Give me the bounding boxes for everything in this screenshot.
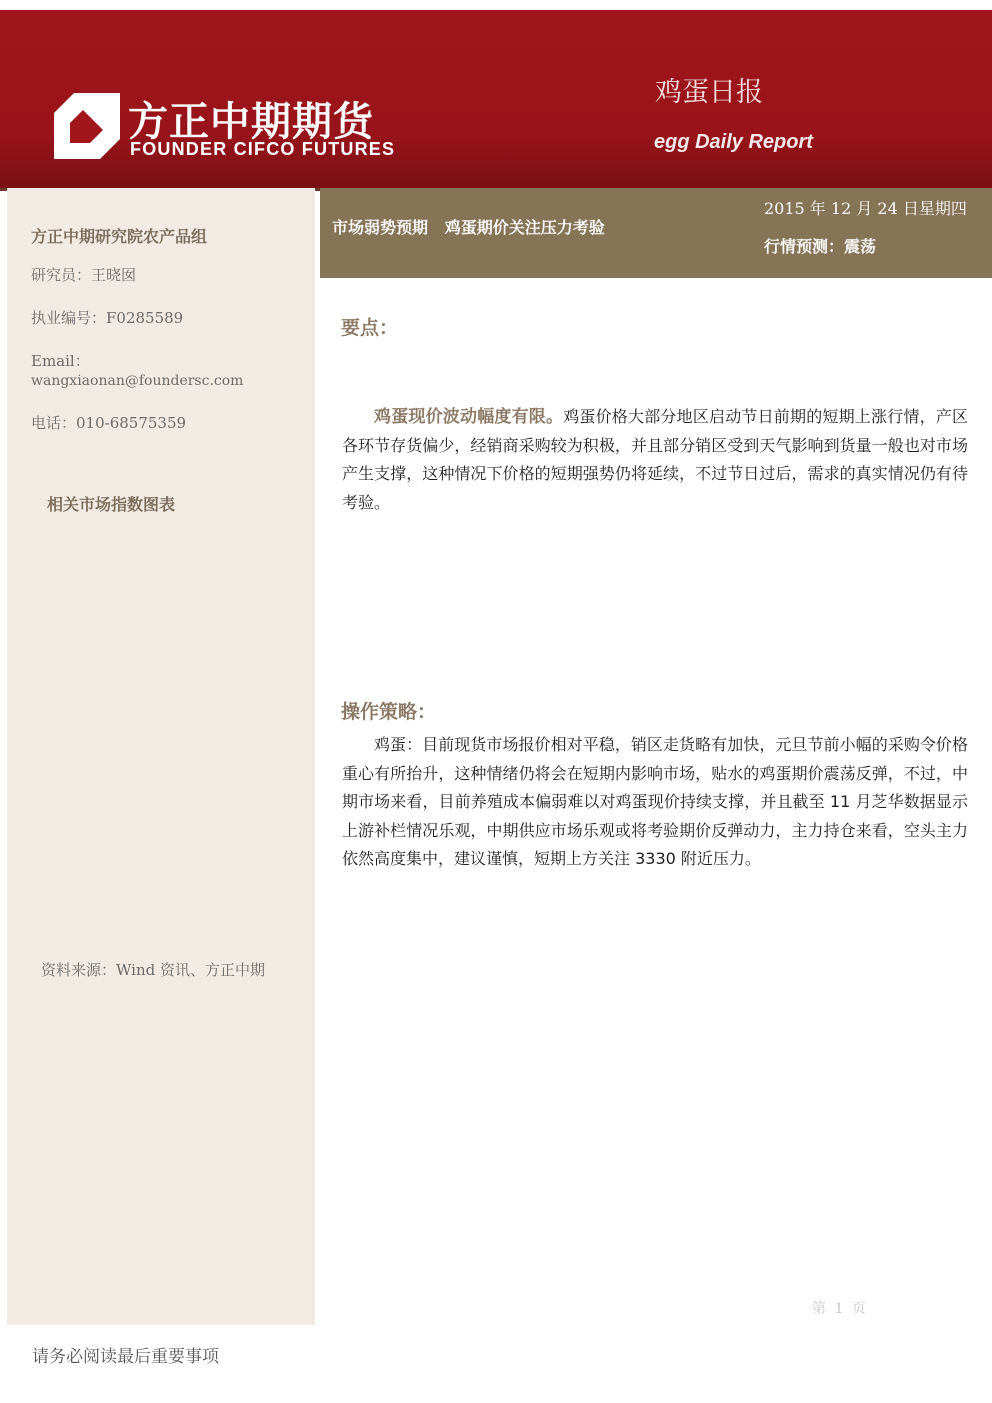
strategy-title: 操作策略： <box>341 701 437 723</box>
research-group: 方正中期研究院农产品组 <box>31 227 208 246</box>
keypoints-paragraph <box>342 403 968 517</box>
market-forecast: 行情预测：震荡 <box>764 237 877 256</box>
researcher: 研究员：王晓囡 <box>31 266 137 284</box>
headline: 市场弱势预期 鸡蛋期价关注压力考验 <box>332 218 605 237</box>
report-subtitle: egg Daily Report <box>654 131 813 153</box>
brand-name-en: FOUNDER CIFCO FUTURES <box>130 139 396 159</box>
keypoints-title: 要点： <box>341 317 399 339</box>
summary-band <box>320 188 992 278</box>
license-number: 执业编号：F0285589 <box>31 309 184 327</box>
sidebar <box>7 188 315 1325</box>
data-source: 资料来源：Wind 资讯、方正中期 <box>41 961 265 979</box>
report-header <box>0 10 992 191</box>
brand-name-cn: 方正中期期货 <box>128 99 374 145</box>
email-address[interactable]: wangxiaonan@foundersc.com <box>31 373 244 389</box>
founder-logo-icon <box>54 93 120 159</box>
keypoints-lead: 鸡蛋现价波动幅度有限。 <box>374 407 564 427</box>
keypoints-body: 鸡蛋价格大部分地区启动节日前期的短期上涨行情，产区各环节存货偏少，经销商采购较为积极，并且部分销区受到天气影响到货量一般也对市场产生支撑，这种情况下价格的短期强势仍将延续，不过节日过后，需求的真实情况仍有待考验。 <box>342 407 968 512</box>
phone: 电话：010-68575359 <box>31 414 187 432</box>
strategy-paragraph: 鸡蛋：目前现货市场报价相对平稳，销区走货略有加快，元旦节前小幅的采购令价格重心有所抬升，这种情绪仍将会在短期内影响市场，贴水的鸡蛋期价震荡反弹，不过，中期市场来看，目前养殖成本偏弱难以对鸡蛋现价持续支撑，并且截至 11 月芝华数据显示上游补栏情况乐观，中期供应市场乐观或将考验期价反弹动力，主力持仓来看，空头主力依然高度集中，建议谨慎，短期上方关注 3330 附近压力。 <box>342 735 968 868</box>
email-label: Email： <box>31 352 90 370</box>
footer-note: 请务必阅读最后重要事项 <box>32 1347 219 1367</box>
page-number: 第 1 页 <box>812 1301 868 1317</box>
report-title: 鸡蛋日报 <box>655 77 763 108</box>
charts-heading: 相关市场指数图表 <box>47 495 176 514</box>
report-date: 2015 年 12 月 24 日星期四 <box>764 199 967 218</box>
